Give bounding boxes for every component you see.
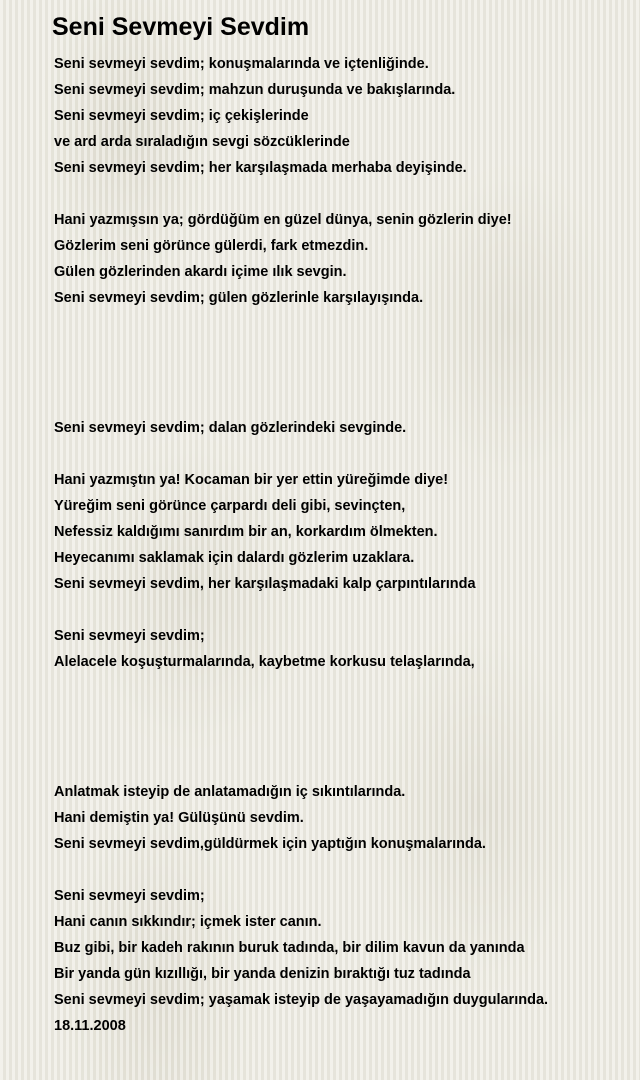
poem-line: Yüreğim seni görünce çarpardı deli gibi, sevinçten,: [54, 498, 406, 514]
poem-line: Seni sevmeyi sevdim; gülen gözlerinle karşılayışında.: [54, 290, 424, 306]
poem-line: Nefessiz kaldığımı sanırdım bir an, korkardım ölmekten.: [54, 524, 438, 540]
poem-line: Hani canın sıkkındır; içmek ister canın.: [54, 914, 322, 930]
poem-title: Seni Sevmeyi Sevdim: [52, 13, 310, 41]
poem-line: Seni sevmeyi sevdim;: [54, 888, 205, 904]
blank-line: [54, 441, 634, 467]
poem-line: Seni sevmeyi sevdim; her karşılaşmada merhaba deyişinde.: [54, 160, 467, 176]
poem-line: Alelacele koşuşturmalarında, kaybetme korkusu telaşlarında,: [54, 654, 475, 670]
blank-line: [54, 727, 634, 753]
blank-line: [54, 389, 634, 415]
poem-line: Seni sevmeyi sevdim; konuşmalarında ve içtenliğinde.: [54, 56, 429, 72]
poem-line: Seni sevmeyi sevdim; dalan gözlerindeki sevginde.: [54, 420, 407, 436]
blank-line: [54, 337, 634, 363]
poem-line: Seni sevmeyi sevdim; yaşamak isteyip de yaşayamadığın duygularında.: [54, 992, 549, 1008]
poem-date: 18.11.2008: [54, 1018, 126, 1034]
blank-line: [54, 857, 634, 883]
blank-line: [54, 311, 634, 337]
poem-line: Anlatmak isteyip de anlatamadığın iç sıkıntılarında.: [54, 784, 406, 800]
blank-line: [54, 701, 634, 727]
poem-line: Hani demiştin ya! Gülüşünü sevdim.: [54, 810, 304, 826]
poem-line: Gülen gözlerinden akardı içime ılık sevgin.: [54, 264, 347, 280]
blank-line: [54, 597, 634, 623]
poem-line: Hani yazmıştın ya! Kocaman bir yer ettin yüreğimde diye!: [54, 472, 449, 488]
poem-line: Buz gibi, bir kadeh rakının buruk tadında, bir dilim kavun da yanında: [54, 940, 525, 956]
blank-line: [54, 181, 634, 207]
blank-line: [54, 363, 634, 389]
poem-line: Seni sevmeyi sevdim,güldürmek için yaptığın konuşmalarında.: [54, 836, 486, 852]
poem-line: Bir yanda gün kızıllığı, bir yanda denizin bıraktığı tuz tadında: [54, 966, 471, 982]
poem-line: Seni sevmeyi sevdim;: [54, 628, 205, 644]
poem-line: Gözlerim seni görünce gülerdi, fark etmezdin.: [54, 238, 369, 254]
blank-line: [54, 675, 634, 701]
poem-line: Heyecanımı saklamak için dalardı gözlerim uzaklara.: [54, 550, 415, 566]
poem-line: Seni sevmeyi sevdim; iç çekişlerinde: [54, 108, 309, 124]
poem-line: ve ard arda sıraladığın sevgi sözcüklerinde: [54, 134, 350, 150]
blank-line: [54, 753, 634, 779]
poem-line: Seni sevmeyi sevdim, her karşılaşmadaki kalp çarpıntılarında: [54, 576, 476, 592]
poem-line: Seni sevmeyi sevdim; mahzun duruşunda ve bakışlarında.: [54, 82, 456, 98]
poem-line: Hani yazmışsın ya; gördüğüm en güzel dünya, senin gözlerin diye!: [54, 212, 512, 228]
poem-body: [54, 51, 634, 1039]
